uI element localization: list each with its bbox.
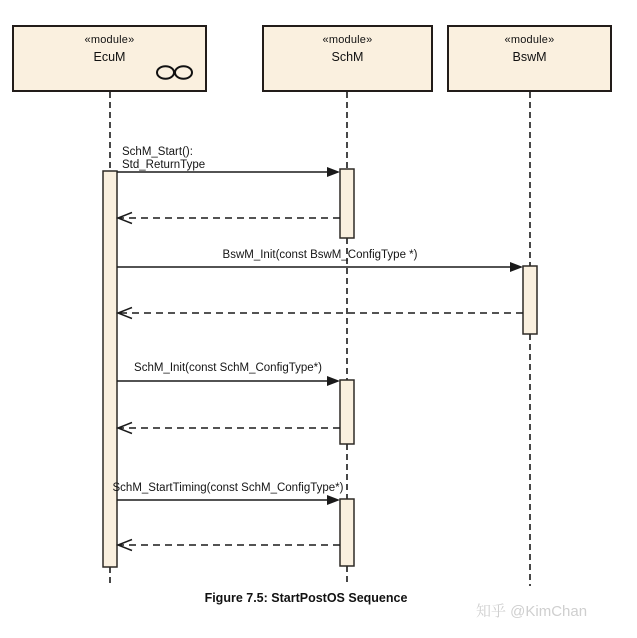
call-arrowhead-schm-starttiming xyxy=(327,495,340,505)
module-name: EcuM xyxy=(93,50,126,64)
message-label-line1: SchM_Start(): xyxy=(122,146,193,158)
call-arrowhead-schm-init xyxy=(327,376,340,386)
module-box-schm xyxy=(262,25,433,92)
message-label-schm-start xyxy=(122,146,205,172)
message-label-schm-init: SchM_Init(const SchM_ConfigType*) xyxy=(134,362,322,374)
activation-bar-bswm xyxy=(523,266,537,334)
module-name: SchM xyxy=(331,50,364,64)
module-name: BswM xyxy=(512,50,547,64)
module-stereotype: «module» xyxy=(84,34,135,46)
message-label-schm-starttiming: SchM_StartTiming(const SchM_ConfigType*) xyxy=(112,482,344,494)
message-label-bswm-init: BswM_Init(const BswM_ConfigType *) xyxy=(222,249,418,261)
message-label-line2: Std_ReturnType xyxy=(122,159,206,171)
glasses-icon xyxy=(155,64,195,81)
module-stereotype: «module» xyxy=(322,34,373,46)
module-box-ecum xyxy=(12,25,207,92)
call-arrowhead-bswm-init xyxy=(510,262,523,272)
activation-bar-schm-2 xyxy=(340,380,354,444)
module-box-bswm xyxy=(447,25,612,92)
figure-caption: Figure 7.5: StartPostOS Sequence xyxy=(204,591,408,605)
watermark-text: 知乎 @KimChan xyxy=(476,603,588,620)
module-stereotype: «module» xyxy=(504,34,555,46)
activation-bar-schm-1 xyxy=(340,169,354,238)
activation-bar-schm-3 xyxy=(340,499,354,566)
call-arrowhead-schm-start xyxy=(327,167,340,177)
